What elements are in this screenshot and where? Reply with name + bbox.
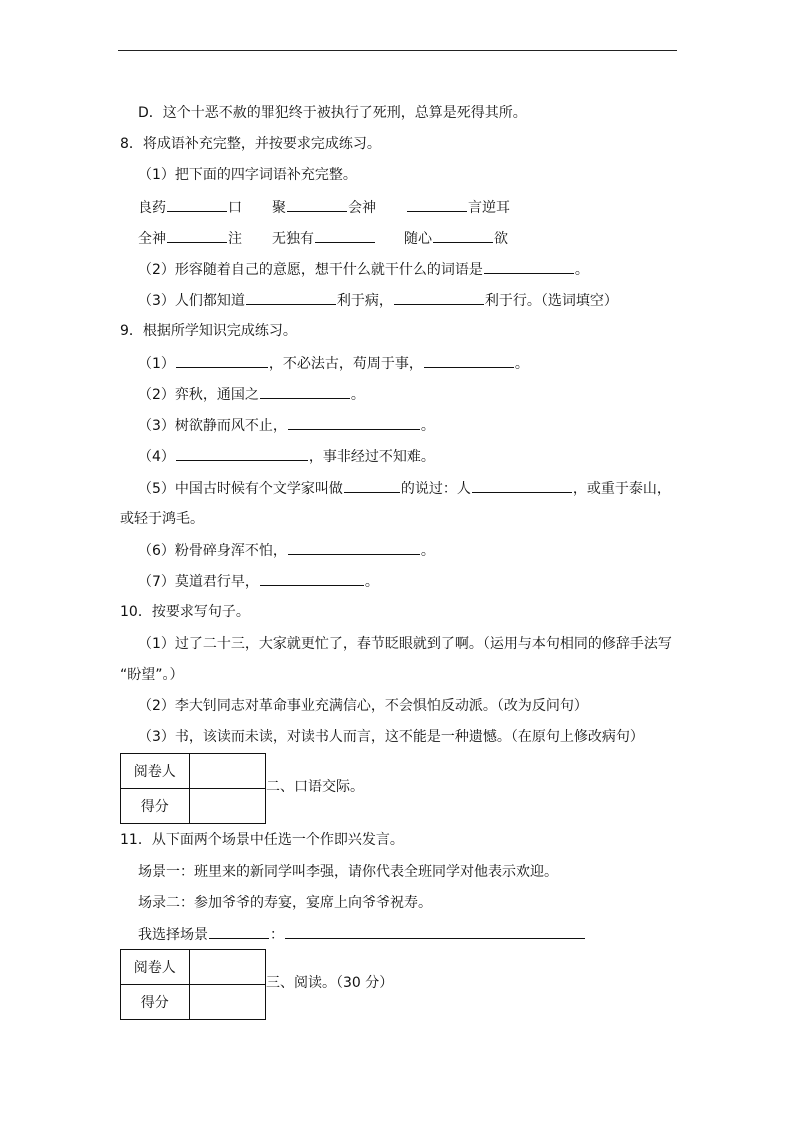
q8-idiom-5: 无独有: [272, 229, 376, 248]
answer-blank[interactable]: [288, 416, 420, 430]
answer-blank[interactable]: [288, 541, 420, 555]
q9-p5-cont: 或轻于鸿毛。: [120, 511, 204, 527]
reviewer-label: 阅卷人: [121, 950, 190, 985]
q8-part1: （1）把下面的四字词语补充完整。: [138, 167, 357, 183]
score-label: 得分: [121, 789, 190, 824]
answer-blank[interactable]: [285, 925, 585, 939]
q8-idiom-2: 聚 会神: [272, 200, 376, 216]
q9-p7: （7）莫道君行早， 。: [138, 574, 379, 590]
answer-blank[interactable]: [315, 229, 375, 243]
q11-scene1: 场景一：班里来的新同学叫李强，请你代表全班同学对他表示欢迎。: [138, 864, 558, 880]
reviewer-cell[interactable]: [189, 950, 265, 985]
q10-p1: （1）过了二十三，大家就更忙了，春节眨眼就到了啊。（运用与本句相同的修辞手法写: [138, 636, 672, 652]
reviewer-label: 阅卷人: [121, 754, 190, 789]
answer-blank[interactable]: [260, 572, 364, 586]
answer-blank[interactable]: [484, 260, 574, 274]
q8-part2: （2）形容随着自己的意愿，想干什么就干什么的词语是 。: [138, 262, 589, 278]
answer-blank[interactable]: [246, 291, 336, 305]
q10-p2: （2）李大钊同志对革命事业充满信心，不会惧怕反动派。（改为反问句）: [138, 698, 588, 714]
q9-title: 9．根据所学知识完成练习。: [120, 323, 297, 339]
q8-idiom-1: 良药 口: [138, 200, 242, 216]
section-heading-reading: 三、阅读。（30 分）: [266, 975, 394, 991]
q8-idiom-4: 全神 注: [138, 231, 242, 247]
answer-blank[interactable]: [176, 354, 268, 368]
answer-blank[interactable]: [260, 385, 350, 399]
answer-blank[interactable]: [433, 229, 493, 243]
q7-option-d: D．这个十恶不赦的罪犯终于被执行了死刑，总算是死得其所。: [138, 105, 527, 121]
answer-blank[interactable]: [287, 198, 347, 212]
score-box: [120, 753, 266, 824]
score-label: 得分: [121, 985, 190, 1020]
score-cell[interactable]: [189, 985, 265, 1020]
q10-title: 10．按要求写句子。: [120, 604, 250, 620]
answer-blank[interactable]: [176, 447, 308, 461]
q8-part3: （3）人们都知道 利于病， 利于行。（选词填空）: [138, 293, 618, 309]
q9-p6: （6）粉骨碎身浑不怕， 。: [138, 543, 435, 559]
score-cell[interactable]: [189, 789, 265, 824]
answer-blank[interactable]: [344, 479, 400, 493]
q9-p5: （5）中国古时候有个文学家叫做 的说过：人 ，或重于泰山，: [138, 481, 671, 497]
q11-scene2: 场录二：参加爷爷的寿宴，宴席上向爷爷祝寿。: [138, 895, 432, 911]
q10-p1-cont: “盼望”。）: [120, 667, 184, 683]
answer-blank[interactable]: [167, 229, 227, 243]
section-heading-oral: 二、口语交际。: [266, 779, 364, 795]
q9-p2: （2）弈秋，通国之 。: [138, 387, 365, 403]
q9-p1: （1） ，不必法古，苟周于事， 。: [138, 356, 529, 372]
reviewer-cell[interactable]: [189, 754, 265, 789]
q8-idiom-6: 随心 欲: [404, 231, 508, 247]
score-box: [120, 949, 266, 1020]
q8-title: 8．将成语补充完整，并按要求完成练习。: [120, 136, 381, 152]
q11-choose: 我选择场景 ：: [138, 925, 586, 944]
answer-blank[interactable]: [424, 354, 514, 368]
q9-p4: （4） ，事非经过不知难。: [138, 449, 435, 465]
answer-blank[interactable]: [407, 198, 467, 212]
q11-title: 11．从下面两个场景中任选一个作即兴发言。: [120, 832, 404, 848]
answer-blank[interactable]: [209, 925, 269, 939]
q8-idiom-3: 言逆耳: [406, 198, 510, 217]
q10-p3: （3）书，该读而未读，对读书人而言，这不能是一种遗憾。（在原句上修改病句）: [138, 729, 644, 745]
answer-blank[interactable]: [472, 479, 572, 493]
q9-p3: （3）树欲静而风不止， 。: [138, 418, 435, 434]
answer-blank[interactable]: [167, 198, 227, 212]
answer-blank[interactable]: [394, 291, 484, 305]
header-rule: [118, 50, 677, 51]
